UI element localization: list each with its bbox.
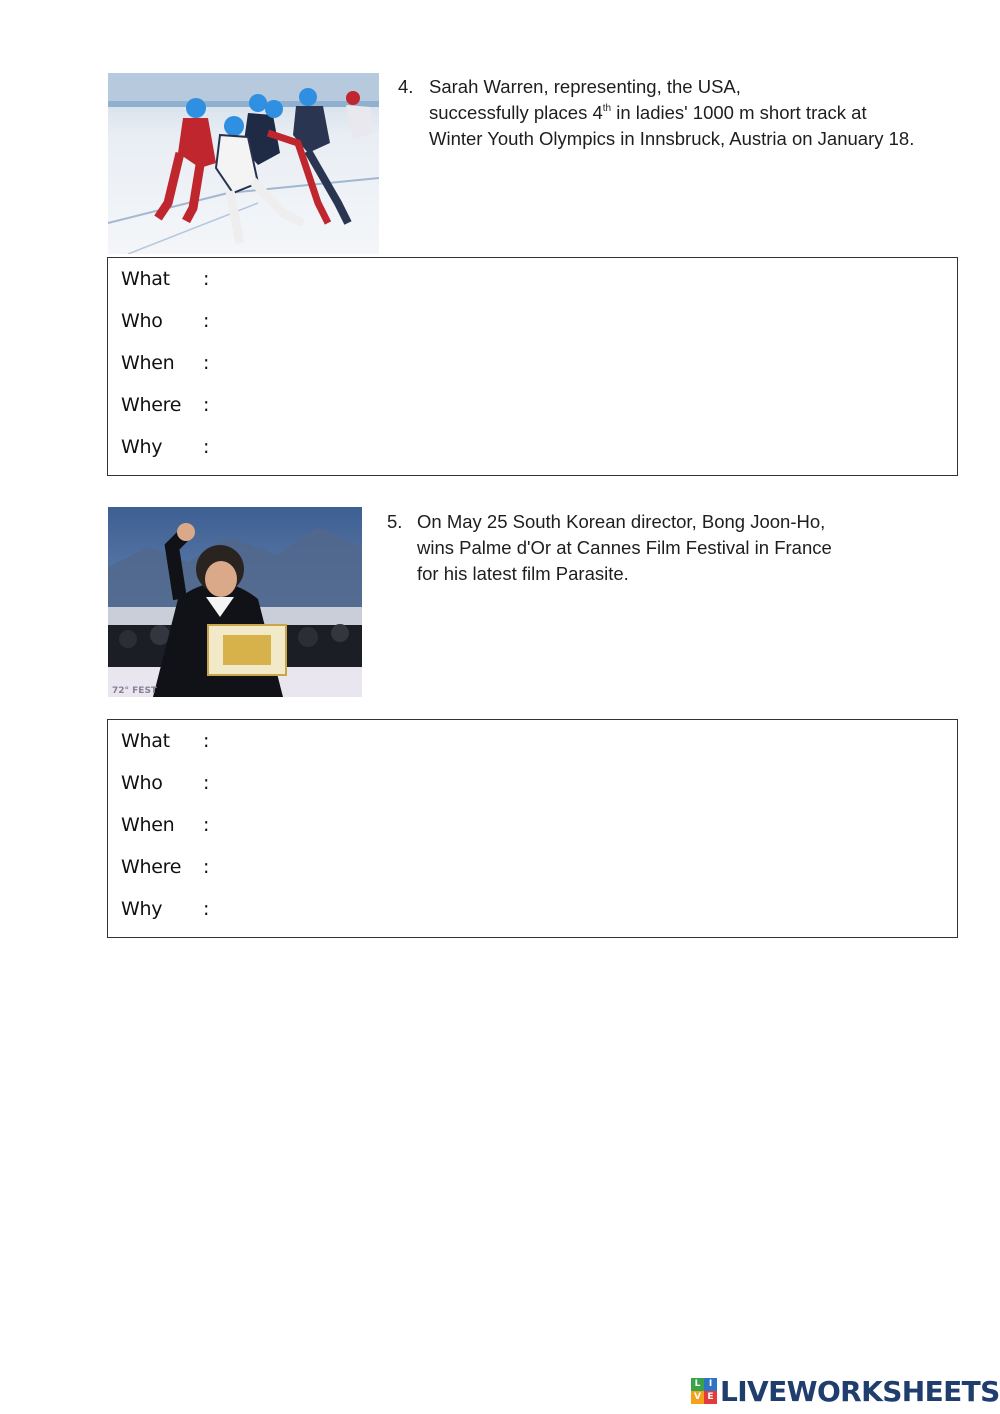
ordinal-suffix: th: [602, 102, 612, 114]
answer-row-where: [121, 856, 941, 888]
answer-row-what: [121, 268, 941, 300]
director-award-photo: [108, 507, 362, 697]
liveworksheets-logo-icon: [691, 1378, 717, 1404]
row-colon: :: [203, 352, 210, 374]
answer-row-why: [121, 898, 941, 930]
row-label: Who: [121, 310, 163, 332]
answer-row-what: [121, 730, 941, 762]
answer-row-who: [121, 310, 941, 342]
director-award-illustration: [108, 507, 362, 697]
logo-letter: E: [704, 1391, 717, 1404]
answer-box-4: [107, 257, 958, 476]
question-text-line: [429, 100, 978, 126]
row-colon: :: [203, 730, 210, 752]
why-answer-input[interactable]: [221, 896, 935, 926]
where-answer-input[interactable]: [221, 392, 935, 422]
where-answer-input[interactable]: [221, 854, 935, 884]
festival-banner-text: 72° FEST: [112, 686, 158, 696]
question-text-part: in ladies' 1000 m short track at: [611, 102, 867, 123]
answer-row-who: [121, 772, 941, 804]
who-answer-input[interactable]: [221, 770, 935, 800]
question-text-line: for his latest film Parasite.: [417, 563, 629, 584]
speed-skating-illustration: [108, 73, 379, 254]
row-colon: :: [203, 310, 210, 332]
answer-row-when: [121, 814, 941, 846]
question-text-line: Winter Youth Olympics in Innsbruck, Austria on January 18.: [429, 128, 915, 149]
row-colon: :: [203, 394, 210, 416]
answer-box-5: [107, 719, 958, 938]
what-answer-input[interactable]: [221, 266, 935, 296]
question-text-line: wins Palme d'Or at Cannes Film Festival in France: [417, 537, 832, 558]
row-colon: :: [203, 772, 210, 794]
logo-letter: V: [691, 1391, 704, 1404]
question-4: [398, 74, 978, 152]
row-label: When: [121, 814, 175, 836]
row-label: Why: [121, 898, 163, 920]
row-colon: :: [203, 898, 210, 920]
row-colon: :: [203, 814, 210, 836]
brand-name: LIVEWORKSHEETS: [720, 1374, 1000, 1408]
answer-row-when: [121, 352, 941, 384]
question-text-line: Sarah Warren, representing, the USA,: [429, 76, 741, 97]
speed-skating-photo: [108, 73, 379, 254]
question-5: [387, 509, 947, 587]
answer-row-where: [121, 394, 941, 426]
logo-letter: L: [691, 1378, 704, 1391]
row-label: Where: [121, 856, 182, 878]
why-answer-input[interactable]: [221, 434, 935, 464]
row-label: Where: [121, 394, 182, 416]
row-label: What: [121, 268, 170, 290]
who-answer-input[interactable]: [221, 308, 935, 338]
question-number: 4.: [398, 76, 414, 97]
liveworksheets-brand: [691, 1374, 1000, 1408]
row-label: Who: [121, 772, 163, 794]
row-colon: :: [203, 436, 210, 458]
logo-letter: I: [704, 1378, 717, 1391]
when-answer-input[interactable]: [221, 350, 935, 380]
question-number: 5.: [387, 511, 403, 532]
row-label: Why: [121, 436, 163, 458]
answer-row-why: [121, 436, 941, 468]
question-text-line: On May 25 South Korean director, Bong Joon-Ho,: [417, 511, 826, 532]
row-label: What: [121, 730, 170, 752]
row-colon: :: [203, 856, 210, 878]
row-label: When: [121, 352, 175, 374]
question-text-part: successfully places 4: [429, 102, 603, 123]
when-answer-input[interactable]: [221, 812, 935, 842]
row-colon: :: [203, 268, 210, 290]
what-answer-input[interactable]: [221, 728, 935, 758]
